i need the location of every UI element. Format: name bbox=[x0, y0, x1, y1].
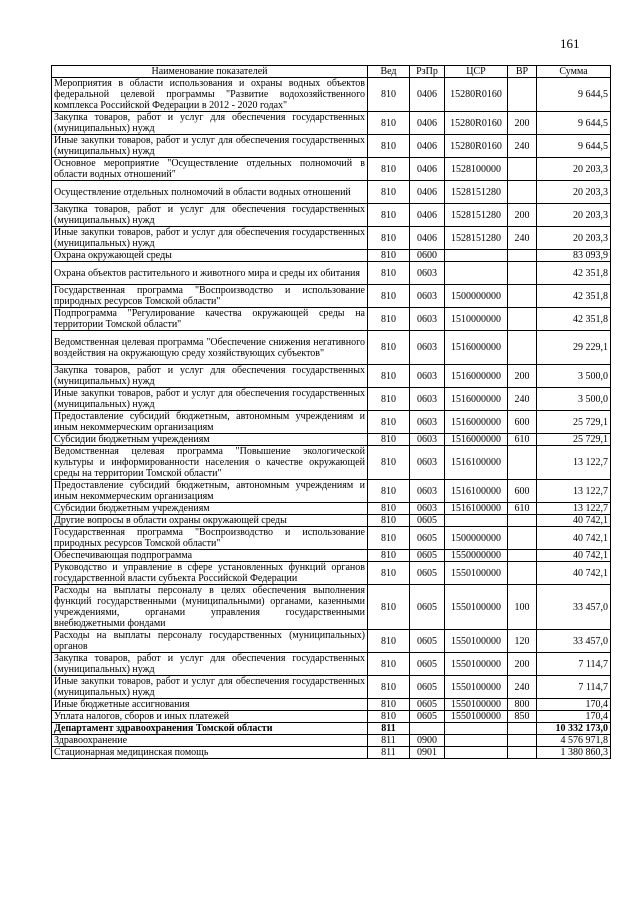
row-ved: 810 bbox=[368, 331, 410, 365]
table-row bbox=[52, 250, 611, 262]
row-sum: 7 114,7 bbox=[537, 653, 611, 676]
row-ved: 810 bbox=[368, 446, 410, 480]
row-csr: 15280R0160 bbox=[445, 112, 508, 135]
row-vr: 850 bbox=[508, 711, 537, 723]
row-ved: 810 bbox=[368, 308, 410, 331]
row-name: Уплата налогов, сборов и иных платежей bbox=[52, 711, 368, 723]
row-rzpr: 0406 bbox=[410, 181, 445, 204]
row-rzpr: 0605 bbox=[410, 527, 445, 550]
row-sum: 10 332 173,0 bbox=[537, 723, 611, 735]
row-rzpr: 0406 bbox=[410, 135, 445, 158]
row-name: Иные закупки товаров, работ и услуг для обеспечения государственных (муниципальных) нужд bbox=[52, 388, 368, 411]
row-vr bbox=[508, 446, 537, 480]
row-ved: 810 bbox=[368, 527, 410, 550]
page-number: 161 bbox=[560, 36, 580, 51]
row-name: Мероприятия в области использования и охраны водных объектов федеральной целевой программы "Развитие водохозяйственного комплекса Российской Федерации в 2012 - 2020 годах" bbox=[52, 78, 368, 112]
table-row bbox=[52, 308, 611, 331]
row-csr: 1550100000 bbox=[445, 711, 508, 723]
table-row bbox=[52, 388, 611, 411]
row-ved: 810 bbox=[368, 112, 410, 135]
row-ved: 810 bbox=[368, 550, 410, 562]
table-row bbox=[52, 480, 611, 503]
row-vr bbox=[508, 550, 537, 562]
row-rzpr: 0603 bbox=[410, 480, 445, 503]
row-rzpr: 0605 bbox=[410, 550, 445, 562]
row-rzpr: 0603 bbox=[410, 331, 445, 365]
row-name: Закупка товаров, работ и услуг для обеспечения государственных (муниципальных) нужд bbox=[52, 365, 368, 388]
row-ved: 811 bbox=[368, 735, 410, 747]
row-csr: 1550100000 bbox=[445, 630, 508, 653]
row-csr: 1516100000 bbox=[445, 446, 508, 480]
row-ved: 810 bbox=[368, 515, 410, 527]
header-rzpr: РзПр bbox=[410, 66, 445, 78]
row-rzpr: 0901 bbox=[410, 747, 445, 759]
row-ved: 810 bbox=[368, 388, 410, 411]
row-rzpr: 0605 bbox=[410, 630, 445, 653]
row-name: Основное мероприятие "Осуществление отдельных полномочий в области водных отношений" bbox=[52, 158, 368, 181]
table-row bbox=[52, 158, 611, 181]
row-sum: 170,4 bbox=[537, 699, 611, 711]
row-vr: 610 bbox=[508, 434, 537, 446]
row-vr bbox=[508, 527, 537, 550]
row-name: Другие вопросы в области охраны окружающей среды bbox=[52, 515, 368, 527]
row-csr bbox=[445, 747, 508, 759]
row-ved: 810 bbox=[368, 434, 410, 446]
row-sum: 13 122,7 bbox=[537, 503, 611, 515]
row-ved: 810 bbox=[368, 585, 410, 630]
row-name: Иные закупки товаров, работ и услуг для обеспечения государственных (муниципальных) нужд bbox=[52, 676, 368, 699]
row-sum: 40 742,1 bbox=[537, 562, 611, 585]
row-rzpr: 0605 bbox=[410, 699, 445, 711]
row-csr bbox=[445, 515, 508, 527]
row-vr bbox=[508, 308, 537, 331]
row-csr: 1516100000 bbox=[445, 480, 508, 503]
row-sum: 33 457,0 bbox=[537, 630, 611, 653]
row-vr: 240 bbox=[508, 227, 537, 250]
budget-table bbox=[51, 65, 611, 759]
row-name: Закупка товаров, работ и услуг для обеспечения государственных (муниципальных) нужд bbox=[52, 204, 368, 227]
row-name: Субсидии бюджетным учреждениям bbox=[52, 434, 368, 446]
row-name: Охрана объектов растительного и животного мира и среды их обитания bbox=[52, 262, 368, 285]
row-vr bbox=[508, 78, 537, 112]
row-vr bbox=[508, 515, 537, 527]
row-name: Государственная программа "Воспроизводство и использование природных ресурсов Томской области" bbox=[52, 527, 368, 550]
row-sum: 40 742,1 bbox=[537, 515, 611, 527]
table-row bbox=[52, 711, 611, 723]
row-sum: 29 229,1 bbox=[537, 331, 611, 365]
row-csr bbox=[445, 735, 508, 747]
row-csr bbox=[445, 262, 508, 285]
row-ved: 810 bbox=[368, 411, 410, 434]
row-name: Предоставление субсидий бюджетным, автономным учреждениям и иным некоммерческим организациям bbox=[52, 411, 368, 434]
row-sum: 42 351,8 bbox=[537, 308, 611, 331]
header-vr: ВР bbox=[508, 66, 537, 78]
row-csr: 1550100000 bbox=[445, 585, 508, 630]
row-rzpr: 0605 bbox=[410, 711, 445, 723]
row-name: Субсидии бюджетным учреждениям bbox=[52, 503, 368, 515]
row-sum: 25 729,1 bbox=[537, 434, 611, 446]
row-vr: 200 bbox=[508, 204, 537, 227]
table-row bbox=[52, 585, 611, 630]
table-row bbox=[52, 365, 611, 388]
row-vr bbox=[508, 158, 537, 181]
row-rzpr: 0605 bbox=[410, 676, 445, 699]
table-header-row bbox=[52, 66, 611, 78]
row-csr bbox=[445, 723, 508, 735]
row-csr: 1516000000 bbox=[445, 331, 508, 365]
row-csr: 1528100000 bbox=[445, 158, 508, 181]
row-vr bbox=[508, 747, 537, 759]
table-row bbox=[52, 699, 611, 711]
row-rzpr: 0605 bbox=[410, 515, 445, 527]
row-rzpr bbox=[410, 723, 445, 735]
row-vr: 600 bbox=[508, 480, 537, 503]
row-ved: 810 bbox=[368, 365, 410, 388]
row-csr: 1516000000 bbox=[445, 434, 508, 446]
table-row bbox=[52, 630, 611, 653]
row-rzpr: 0900 bbox=[410, 735, 445, 747]
table-row bbox=[52, 434, 611, 446]
table-row bbox=[52, 135, 611, 158]
row-ved: 810 bbox=[368, 181, 410, 204]
table-row bbox=[52, 204, 611, 227]
row-csr: 1516000000 bbox=[445, 388, 508, 411]
row-ved: 810 bbox=[368, 711, 410, 723]
row-name: Расходы на выплаты персоналу в целях обеспечения выполнения функций государственными (муниципальными) органами, казенными учреждениями, органами управления государственными внебюджетными фондами bbox=[52, 585, 368, 630]
table-row bbox=[52, 503, 611, 515]
row-ved: 810 bbox=[368, 262, 410, 285]
row-vr bbox=[508, 250, 537, 262]
row-name: Расходы на выплаты персоналу государственных (муниципальных) органов bbox=[52, 630, 368, 653]
row-name: Ведомственная целевая программа "Обеспечение снижения негативного воздействия на окружающую среду хозяйствующих субъектов" bbox=[52, 331, 368, 365]
row-sum: 3 500,0 bbox=[537, 388, 611, 411]
row-sum: 3 500,0 bbox=[537, 365, 611, 388]
row-csr: 1550100000 bbox=[445, 653, 508, 676]
row-rzpr: 0600 bbox=[410, 250, 445, 262]
row-vr: 200 bbox=[508, 365, 537, 388]
row-csr: 1528151280 bbox=[445, 204, 508, 227]
row-ved: 811 bbox=[368, 747, 410, 759]
header-csr: ЦСР bbox=[445, 66, 508, 78]
row-vr: 240 bbox=[508, 388, 537, 411]
row-vr bbox=[508, 285, 537, 308]
row-sum: 42 351,8 bbox=[537, 285, 611, 308]
row-sum: 13 122,7 bbox=[537, 446, 611, 480]
row-sum: 25 729,1 bbox=[537, 411, 611, 434]
row-csr: 1528151280 bbox=[445, 181, 508, 204]
row-name: Стационарная медицинская помощь bbox=[52, 747, 368, 759]
row-vr: 240 bbox=[508, 135, 537, 158]
table-row bbox=[52, 285, 611, 308]
row-name: Иные закупки товаров, работ и услуг для обеспечения государственных (муниципальных) нужд bbox=[52, 227, 368, 250]
row-ved: 810 bbox=[368, 653, 410, 676]
row-sum: 33 457,0 bbox=[537, 585, 611, 630]
row-ved: 810 bbox=[368, 250, 410, 262]
row-name: Ведомственная целевая программа "Повышение экологической культуры и информированности населения о качестве окружающей среды на территории Томской области" bbox=[52, 446, 368, 480]
row-rzpr: 0605 bbox=[410, 562, 445, 585]
table-row bbox=[52, 227, 611, 250]
row-ved: 810 bbox=[368, 562, 410, 585]
row-ved: 810 bbox=[368, 480, 410, 503]
row-csr: 1500000000 bbox=[445, 285, 508, 308]
row-ved: 810 bbox=[368, 630, 410, 653]
row-sum: 20 203,3 bbox=[537, 158, 611, 181]
table-row bbox=[52, 78, 611, 112]
row-csr bbox=[445, 250, 508, 262]
row-ved: 810 bbox=[368, 676, 410, 699]
row-sum: 83 093,9 bbox=[537, 250, 611, 262]
row-sum: 20 203,3 bbox=[537, 227, 611, 250]
table-row bbox=[52, 181, 611, 204]
table-row bbox=[52, 331, 611, 365]
row-rzpr: 0603 bbox=[410, 434, 445, 446]
table-row bbox=[52, 446, 611, 480]
table-row bbox=[52, 723, 611, 735]
row-csr: 1500000000 bbox=[445, 527, 508, 550]
row-name: Департамент здравоохранения Томской области bbox=[52, 723, 368, 735]
row-ved: 810 bbox=[368, 699, 410, 711]
table-row bbox=[52, 411, 611, 434]
table-row bbox=[52, 550, 611, 562]
row-rzpr: 0406 bbox=[410, 158, 445, 181]
row-sum: 13 122,7 bbox=[537, 480, 611, 503]
row-rzpr: 0406 bbox=[410, 112, 445, 135]
row-ved: 810 bbox=[368, 78, 410, 112]
row-vr: 240 bbox=[508, 676, 537, 699]
table-row bbox=[52, 735, 611, 747]
row-rzpr: 0406 bbox=[410, 78, 445, 112]
row-rzpr: 0603 bbox=[410, 503, 445, 515]
row-sum: 40 742,1 bbox=[537, 550, 611, 562]
row-sum: 42 351,8 bbox=[537, 262, 611, 285]
row-csr: 15280R0160 bbox=[445, 78, 508, 112]
row-csr: 1516000000 bbox=[445, 411, 508, 434]
row-csr: 1516100000 bbox=[445, 503, 508, 515]
row-rzpr: 0603 bbox=[410, 285, 445, 308]
header-ved: Вед bbox=[368, 66, 410, 78]
row-name: Закупка товаров, работ и услуг для обеспечения государственных (муниципальных) нужд bbox=[52, 653, 368, 676]
row-sum: 170,4 bbox=[537, 711, 611, 723]
row-rzpr: 0603 bbox=[410, 388, 445, 411]
row-sum: 1 380 860,3 bbox=[537, 747, 611, 759]
row-name: Охрана окружающей среды bbox=[52, 250, 368, 262]
row-sum: 7 114,7 bbox=[537, 676, 611, 699]
row-ved: 810 bbox=[368, 503, 410, 515]
row-vr bbox=[508, 331, 537, 365]
row-name: Закупка товаров, работ и услуг для обеспечения государственных (муниципальных) нужд bbox=[52, 112, 368, 135]
row-vr: 120 bbox=[508, 630, 537, 653]
row-vr: 610 bbox=[508, 503, 537, 515]
row-rzpr: 0603 bbox=[410, 446, 445, 480]
row-csr: 1550100000 bbox=[445, 676, 508, 699]
row-rzpr: 0603 bbox=[410, 365, 445, 388]
row-name: Подпрограмма "Регулирование качества окружающей среды на территории Томской области" bbox=[52, 308, 368, 331]
table-row bbox=[52, 653, 611, 676]
row-vr bbox=[508, 181, 537, 204]
row-rzpr: 0406 bbox=[410, 204, 445, 227]
row-ved: 810 bbox=[368, 135, 410, 158]
row-vr bbox=[508, 735, 537, 747]
row-name: Руководство и управление в сфере установленных функций органов государственной власти субъекта Российской Федерации bbox=[52, 562, 368, 585]
row-sum: 4 576 971,8 bbox=[537, 735, 611, 747]
header-name: Наименование показателей bbox=[52, 66, 368, 78]
row-vr bbox=[508, 262, 537, 285]
row-vr: 100 bbox=[508, 585, 537, 630]
table-row bbox=[52, 747, 611, 759]
row-vr bbox=[508, 723, 537, 735]
table-row bbox=[52, 112, 611, 135]
row-rzpr: 0603 bbox=[410, 262, 445, 285]
table-row bbox=[52, 515, 611, 527]
row-name: Государственная программа "Воспроизводство и использование природных ресурсов Томской области" bbox=[52, 285, 368, 308]
table-row bbox=[52, 562, 611, 585]
row-ved: 810 bbox=[368, 227, 410, 250]
row-name: Предоставление субсидий бюджетным, автономным учреждениям и иным некоммерческим организациям bbox=[52, 480, 368, 503]
table-row bbox=[52, 262, 611, 285]
row-csr: 15280R0160 bbox=[445, 135, 508, 158]
row-vr: 200 bbox=[508, 112, 537, 135]
row-ved: 810 bbox=[368, 204, 410, 227]
row-rzpr: 0605 bbox=[410, 653, 445, 676]
row-sum: 9 644,5 bbox=[537, 135, 611, 158]
row-sum: 9 644,5 bbox=[537, 78, 611, 112]
row-csr: 1550100000 bbox=[445, 699, 508, 711]
row-csr: 1550000000 bbox=[445, 550, 508, 562]
row-name: Осуществление отдельных полномочий в области водных отношений bbox=[52, 181, 368, 204]
row-name: Обеспечивающая подпрограмма bbox=[52, 550, 368, 562]
row-vr: 800 bbox=[508, 699, 537, 711]
row-ved: 810 bbox=[368, 158, 410, 181]
row-sum: 20 203,3 bbox=[537, 204, 611, 227]
row-csr: 1550100000 bbox=[445, 562, 508, 585]
table-row bbox=[52, 676, 611, 699]
row-csr: 1510000000 bbox=[445, 308, 508, 331]
row-name: Иные бюджетные ассигнования bbox=[52, 699, 368, 711]
row-sum: 9 644,5 bbox=[537, 112, 611, 135]
row-sum: 40 742,1 bbox=[537, 527, 611, 550]
row-name: Иные закупки товаров, работ и услуг для обеспечения государственных (муниципальных) нужд bbox=[52, 135, 368, 158]
row-vr: 200 bbox=[508, 653, 537, 676]
row-vr: 600 bbox=[508, 411, 537, 434]
header-sum: Сумма bbox=[537, 66, 611, 78]
row-sum: 20 203,3 bbox=[537, 181, 611, 204]
table-row bbox=[52, 527, 611, 550]
row-vr bbox=[508, 562, 537, 585]
row-csr: 1516000000 bbox=[445, 365, 508, 388]
row-rzpr: 0605 bbox=[410, 585, 445, 630]
row-rzpr: 0603 bbox=[410, 411, 445, 434]
row-ved: 810 bbox=[368, 285, 410, 308]
row-rzpr: 0603 bbox=[410, 308, 445, 331]
row-ved: 811 bbox=[368, 723, 410, 735]
row-rzpr: 0406 bbox=[410, 227, 445, 250]
row-name: Здравоохранение bbox=[52, 735, 368, 747]
row-csr: 1528151280 bbox=[445, 227, 508, 250]
